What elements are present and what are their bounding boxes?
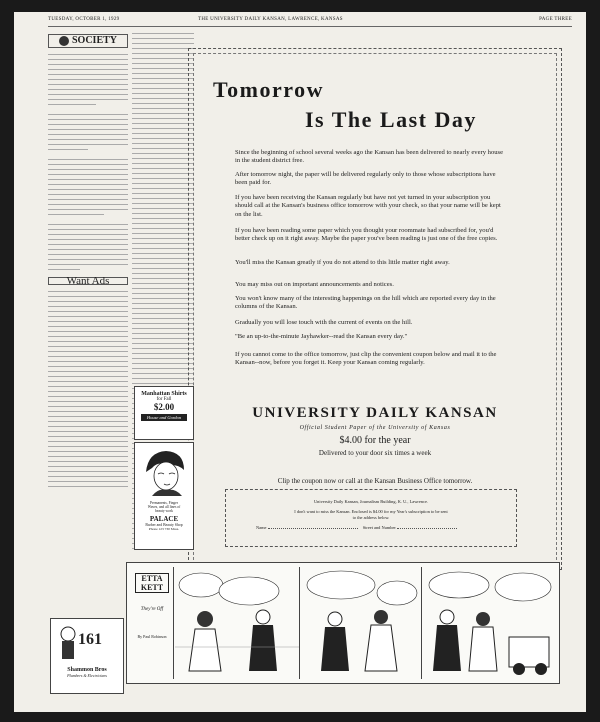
header-page-number: PAGE THREE xyxy=(539,17,572,22)
subscription-price: $4.00 for the year xyxy=(339,435,411,446)
ad-paragraph-6: You may miss out on important announcements and notices. xyxy=(235,281,394,288)
society-heading xyxy=(48,34,128,48)
comic-title-line-1: ETTA xyxy=(141,574,163,583)
comic-panel-2 xyxy=(301,567,422,679)
comic-title-line-2: KETT xyxy=(140,583,164,592)
coupon-street-label: Street and Number xyxy=(362,525,396,530)
comic-panel-3-art xyxy=(423,567,555,679)
manhattan-shirts-ad xyxy=(134,386,194,440)
comic-panel-1 xyxy=(175,567,300,679)
palace-beauty-ad xyxy=(134,442,194,550)
comic-byline: By Paul Robinson xyxy=(137,634,167,639)
palace-phone: Phone 123 xyxy=(148,527,164,531)
headline-tomorrow: Tomorrow xyxy=(213,77,324,102)
ad-paragraph-4: If you have been reading some paper which you thought your roommate had subscribed for, you'd better check up on it right away. Maybe the paper you've been reading is just one of the free copies. xyxy=(235,227,498,243)
palace-contact xyxy=(135,527,193,531)
header-masthead: THE UNIVERSITY DAILY KANSAN, LAWRENCE, KANSAS xyxy=(198,17,343,22)
coupon-text-line-2: to the address below. xyxy=(352,515,390,520)
manhattan-brand-logo: House and Gordon xyxy=(141,414,187,421)
plumbers-brand: Shammon Bros xyxy=(67,667,107,673)
ad-paragraph-3: If you have been receiving the Kansan regularly but have not yet turned in your subscription you should call at the Kansan's business office tomorrow with your check, so that your name will be kept on the list. xyxy=(235,194,501,218)
manhattan-line-2: for Fall xyxy=(156,397,172,402)
society-title: SOCIETY xyxy=(71,34,117,46)
plumbers-ad xyxy=(50,618,124,694)
page-header xyxy=(48,16,572,27)
society-column xyxy=(48,30,128,675)
coupon-name-line xyxy=(268,528,358,529)
classified-heading: Want Ads xyxy=(48,277,128,285)
society-text-block xyxy=(48,52,128,271)
comic-subtitle: They're Off xyxy=(140,607,164,612)
ad-paragraph-1: Since the beginning of school several weeks ago the Kansan has been delivered to nearly every house in the student district free. xyxy=(235,149,504,165)
comic-title xyxy=(135,573,169,593)
kansan-masthead-subtitle: Official Student Paper of the University of Kansas xyxy=(299,425,451,431)
ad-paragraph-5: You'll miss the Kansan greatly if you do not attend to this little matter right away. xyxy=(235,259,450,266)
woman-portrait-icon xyxy=(138,446,190,496)
headline-last-day: Is The Last Day xyxy=(305,107,477,132)
ad-paragraph-7: You won't know many of the interesting happenings on the hill which are reported every day in the columns of the Kansan. xyxy=(235,295,496,311)
coupon-text-line-1: I don't want to miss the Kansan. Enclosed is $4.00 for my Year's subscription to be sent xyxy=(294,509,448,514)
palace-name: PALACE xyxy=(149,515,179,523)
comic-panel-2-art xyxy=(301,567,421,679)
comic-panel-1-art xyxy=(175,567,299,679)
comic-strip xyxy=(126,562,560,684)
plumber-illustration-icon xyxy=(54,622,120,662)
kansan-masthead: UNIVERSITY DAILY KANSAN xyxy=(252,405,498,421)
clip-instruction: Clip the coupon now or call at the Kansan Business Office tomorrow. xyxy=(277,477,473,485)
palace-caption-2: Waves, and all lines of xyxy=(147,505,181,509)
manhattan-line-1: Manhattan Shirts xyxy=(141,391,187,397)
ad-paragraph-2: After tomorrow night, the paper will be delivered regularly only to those whose subscriptions have been paid for. xyxy=(235,171,496,187)
palace-caption-3: beauty work xyxy=(155,509,173,513)
delivery-note: Delivered to your door six times a week xyxy=(318,449,432,457)
newspaper-page xyxy=(14,12,586,712)
palace-address: 730 Mass. xyxy=(164,527,180,531)
comic-panel-3 xyxy=(423,567,555,679)
classified-text-block xyxy=(48,289,128,488)
coupon-fields xyxy=(226,525,516,531)
coupon-street-line xyxy=(397,528,457,529)
plumbers-subtitle: Plumbers & Electricians xyxy=(67,673,107,678)
society-emblem-icon xyxy=(59,36,69,46)
subscription-coupon xyxy=(225,489,517,547)
subscription-advertisement xyxy=(188,48,562,570)
svg-text:161: 161 xyxy=(78,631,102,648)
palace-caption-1: Permanents, Finger xyxy=(150,501,178,505)
ad-paragraph-9: "Be an up-to-the-minute Jayhawker--read the Kansan every day." xyxy=(235,333,408,340)
coupon-name-label: Name xyxy=(256,525,267,530)
header-date: TUESDAY, OCTOBER 1, 1929 xyxy=(48,17,120,22)
coupon-address: University Daily Kansan, Journalism Building, K. U., Lawrence. xyxy=(313,499,428,504)
ad-paragraph-10: If you cannot come to the office tomorrow, just clip the convenient coupon below and mail it to the Kansan--now, before you forget it. Keep your Kansan coming regularly. xyxy=(235,351,497,367)
ad-paragraph-8: Gradually you will lose touch with the current of events on the hill. xyxy=(235,319,413,326)
palace-subtitle: Barber and Beauty Shop xyxy=(145,523,183,527)
comic-title-panel xyxy=(131,567,174,679)
manhattan-price: $2.00 xyxy=(153,402,175,412)
